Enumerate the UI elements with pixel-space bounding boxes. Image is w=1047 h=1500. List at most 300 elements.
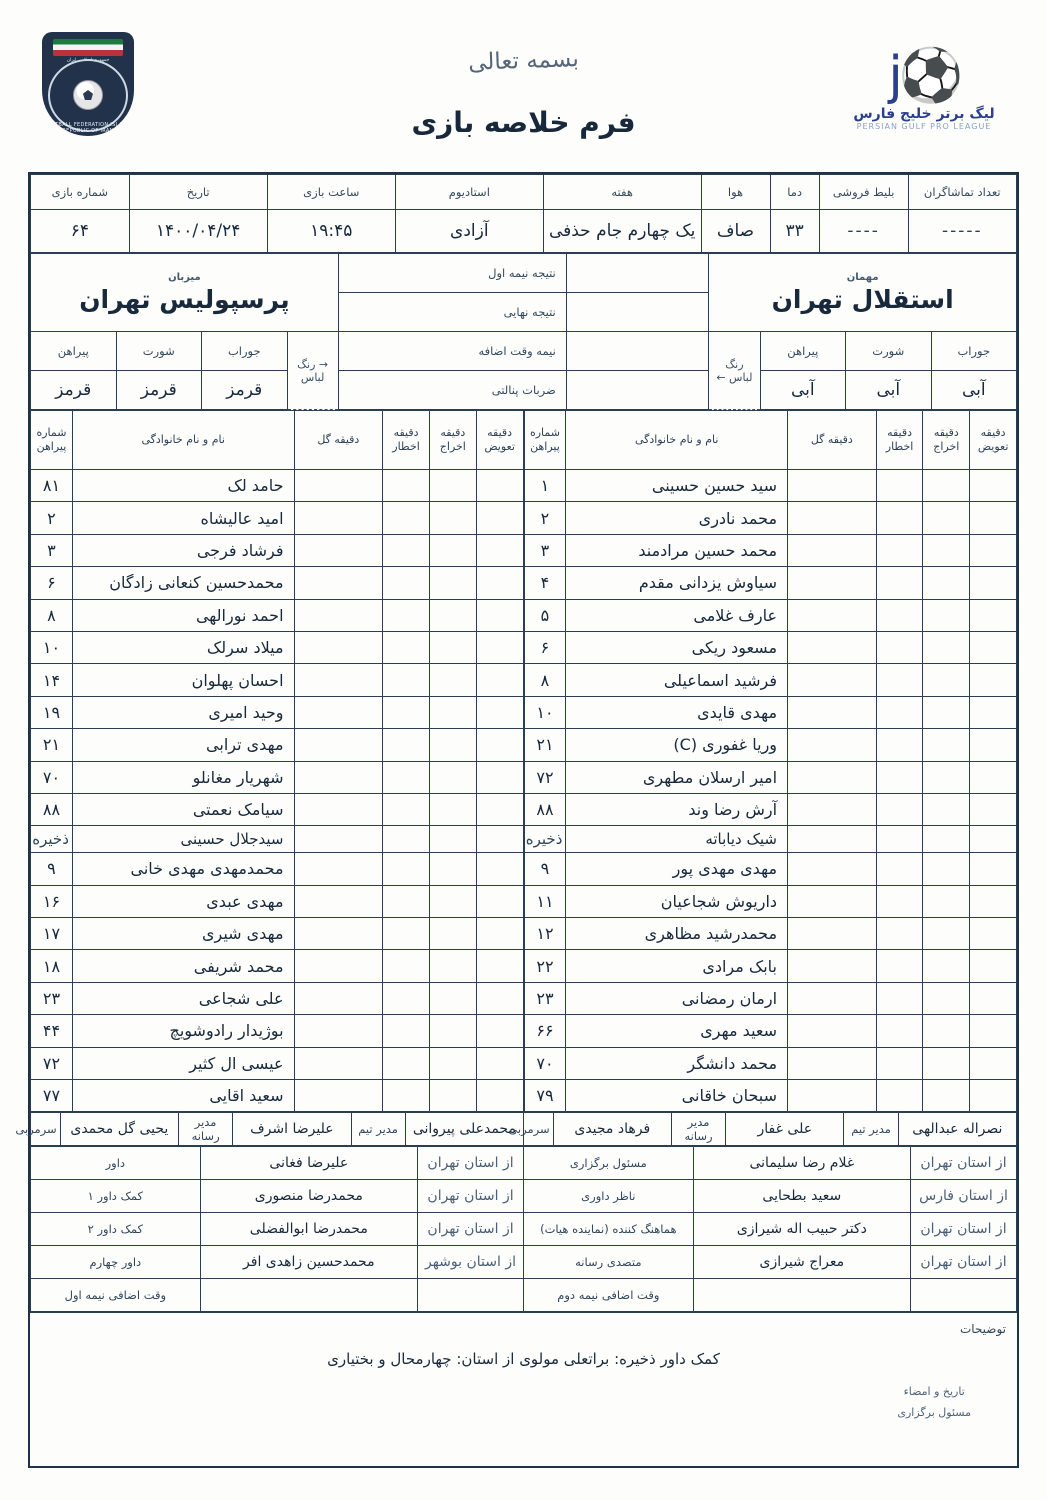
cell-sub [476,1015,523,1047]
host-player-name: محمدمهدی مهدی خانی [72,853,294,885]
guest-player-name: بابک مرادی [566,950,788,982]
host-player-number: ۸ [31,599,73,631]
cell-sentoff [429,1015,476,1047]
cell-caution [876,534,923,566]
guest-kit-shirt-label: پیراهن [760,332,845,371]
cell-caution [383,826,430,853]
cell-goal [294,826,383,853]
cell-caution [876,982,923,1014]
match-info-table [30,174,1017,253]
guest-player-number: ۱۲ [524,918,566,950]
cell-sentoff [923,1015,970,1047]
host-player-name: وحید امیری [72,696,294,728]
cell-caution [383,761,430,793]
cell-caution [383,470,430,502]
cell-goal [788,793,877,825]
col-temperature: دما [770,175,819,210]
first-half-result-value [566,254,709,293]
cell-goal [294,664,383,696]
value-spectators: ----- [908,210,1016,253]
guest-player-name: سبحان خاقانی [566,1080,788,1112]
table-row [524,664,1017,696]
cell-sentoff [429,853,476,885]
right-official-name: علیرضا فغانی [200,1147,417,1180]
cell-caution [876,664,923,696]
cell-sub [970,761,1017,793]
cell-sub [476,918,523,950]
guest-kit-color-label: رنگ لباس ← [709,332,760,410]
federation-crest-text: FOOTBALL FEDERATION ISLAMIC REPUBLIC OF IRAN [43,122,133,134]
cell-sentoff [923,950,970,982]
cell-caution [876,918,923,950]
cell-goal [294,853,383,885]
cell-caution [876,853,923,885]
cell-caution [383,567,430,599]
host-kit-color-label: → رنگ لباس [287,332,338,410]
col-stadium: استادیوم [395,175,543,210]
guest-player-name: مسعود ریکی [566,631,788,663]
federation-crest-top-text: جمهوری اسلامی ایران [66,58,110,63]
host-player-number: ۲۱ [31,729,73,761]
guest-player-name: ارمان رمضانی [566,982,788,1014]
cell-sub [970,950,1017,982]
cell-caution [383,599,430,631]
table-row [524,982,1017,1014]
guest-player-name: وریا غفوری (C) [566,729,788,761]
table-row [31,1080,524,1112]
host-col-caution-minute: دقیقه اخطار [383,411,430,470]
cell-goal [788,853,877,885]
cell-sentoff [923,534,970,566]
left-official-province: از استان تهران [910,1246,1016,1279]
table-row [524,470,1017,502]
value-kickoff-time: ۱۹:۴۵ [267,210,395,253]
table-row [524,631,1017,663]
cell-sentoff [429,567,476,599]
cell-sub [476,853,523,885]
cell-sentoff [429,1080,476,1112]
guest-player-name: محمدرشید مظاهری [566,918,788,950]
first-half-result-label: نتیجه نیمه اول [338,254,566,293]
table-row [524,729,1017,761]
cell-caution [383,853,430,885]
cell-sub [970,696,1017,728]
notes-cell [30,1313,1017,1377]
col-kickoff-time: ساعت بازی [267,175,395,210]
left-official-name: سعید بطحایی [693,1180,910,1213]
table-row [31,534,524,566]
cell-goal [294,470,383,502]
league-logo-label: لیگ برتر خلیج فارس [853,106,995,122]
cell-goal [788,761,877,793]
cell-goal [294,729,383,761]
cell-sub [970,502,1017,534]
host-player-name: میلاد سرلک [72,631,294,663]
guest-player-name: مهدی قایدی [566,696,788,728]
match-info-header-row [31,175,1017,210]
cell-sentoff [429,599,476,631]
table-row [524,534,1017,566]
right-official-role: کمک داور ۱ [31,1180,201,1213]
host-player-name: محمد شریفی [72,950,294,982]
cell-sentoff [923,853,970,885]
signature-line-2: مسئول برگزاری [897,1406,971,1420]
host-kit-shorts-label: شورت [116,332,201,371]
table-row [524,696,1017,728]
table-row [524,1047,1017,1079]
table-row [31,853,524,885]
kit-header-row [31,332,1017,371]
host-player-name: محمدحسین کنعانی زادگان [72,567,294,599]
host-team-name-cell [31,254,339,332]
value-week: یک چهارم جام حذفی [543,210,701,253]
guest-team-name: استقلال تهران [771,284,954,314]
table-row [524,1015,1017,1047]
cell-sub [970,853,1017,885]
cell-sentoff [429,1047,476,1079]
guest-player-number: ۵ [524,599,566,631]
signature-line-1: تاریخ و امضاء [903,1385,965,1399]
host-media-manager-label: مدیر رسانه [178,1113,232,1146]
cell-caution [876,885,923,917]
guest-players-table [524,410,1018,1112]
guest-player-name: سیاوش یزدانی مقدم [566,567,788,599]
cell-caution [383,1080,430,1112]
host-player-number: ۳ [31,534,73,566]
left-extra-time-value [910,1279,1016,1312]
extra-time-row [31,1279,1017,1312]
host-player-name: احسان پهلوان [72,664,294,696]
guest-player-number: ۷۲ [524,761,566,793]
host-player-number: ۸۸ [31,793,73,825]
cell-goal [294,793,383,825]
cell-sub [476,502,523,534]
guest-player-name: آرش رضا وند [566,793,788,825]
cell-sub [476,470,523,502]
host-players-panel [30,410,524,1112]
host-player-number: ۱۷ [31,918,73,950]
host-kit-shorts-value: قرمز [116,371,201,410]
guest-player-number: ۶ [524,631,566,663]
table-row [524,1080,1017,1112]
right-extra-time-value [418,1279,524,1312]
title-block [0,48,1047,139]
host-substitutes-label: ذخیره [31,826,73,853]
table-row [31,664,524,696]
cell-sub [476,534,523,566]
cell-sentoff [429,696,476,728]
left-official-role: ناظر داوری [524,1180,694,1213]
right-official-name: محمدرضا ابوالفضلی [200,1213,417,1246]
cell-caution [876,729,923,761]
host-player-number: ۱۸ [31,950,73,982]
cell-sentoff [923,885,970,917]
cell-caution [876,696,923,728]
page-title: فرم خلاصه بازی [411,106,636,139]
value-match-number: ۶۴ [31,210,130,253]
host-col-sub-minute: دقیقه تعویض [476,411,523,470]
cell-sentoff [923,918,970,950]
cell-goal [294,534,383,566]
left-official-province: از استان فارس [910,1180,1016,1213]
host-player-number: ۸۱ [31,470,73,502]
cell-caution [383,793,430,825]
table-row [31,502,524,534]
guest-kit-shirt-value: آبی [760,371,845,410]
cell-goal [788,631,877,663]
host-player-name: سعید اقایی [72,1080,294,1112]
extra-time-label: نیمه وقت اضافه [338,332,566,371]
table-row [524,599,1017,631]
guest-player-number: ۷۹ [524,1080,566,1112]
host-player-number: ۷۷ [31,1080,73,1112]
host-players-table [30,410,524,1112]
league-logo-sublabel: PERSIAN GULF PRO LEAGUE [856,122,992,131]
left-official-name: معراج شیرازی [693,1246,910,1279]
cell-sentoff [923,631,970,663]
guest-players-header-row [524,411,1017,470]
left-official-role: متصدی رسانه [524,1246,694,1279]
table-row [31,696,524,728]
guest-player-number: ۱۱ [524,885,566,917]
table-row [524,885,1017,917]
host-media-manager-value: علیرضا اشرف [233,1113,351,1146]
cell-caution [876,826,923,853]
guest-player-number: ۲۱ [524,729,566,761]
guest-head-coach-value: فرهاد مجیدی [553,1113,671,1146]
left-official-role: مسئول برگزاری [524,1147,694,1180]
cell-caution [876,1015,923,1047]
table-row [524,793,1017,825]
cell-goal [788,664,877,696]
table-row [524,918,1017,950]
guest-player-name: مهدی مهدی پور [566,853,788,885]
notes-caption: توضیحات [959,1322,1006,1337]
notes-text: کمک داور ذخیره: براتعلی مولوی از استان: چهارمحال و بختیاری [327,1350,720,1369]
penalties-label: ضربات پنالتی [338,371,566,410]
cell-sub [476,793,523,825]
cell-goal [788,534,877,566]
guest-player-name: فرشید اسماعیلی [566,664,788,696]
cell-caution [876,950,923,982]
cell-goal [294,885,383,917]
left-official-province: از استان تهران [910,1213,1016,1246]
table-row [31,885,524,917]
cell-caution [383,885,430,917]
table-row [31,918,524,950]
guest-player-number: ۱ [524,470,566,502]
officials-row [31,1246,1017,1279]
host-team-manager-label: مدیر تیم [351,1113,405,1146]
cell-sentoff [429,502,476,534]
cell-sentoff [429,918,476,950]
cell-sub [970,826,1017,853]
host-player-name: مهدی شیری [72,918,294,950]
host-col-goal-minute: دقیقه گل [294,411,383,470]
cell-sentoff [429,826,476,853]
left-official-name: دکتر حبیب اله شیرازی [693,1213,910,1246]
value-temperature: ۳۳ [770,210,819,253]
cell-sentoff [429,631,476,663]
table-row [31,567,524,599]
table-row [31,599,524,631]
host-player-name: عیسی ال کثیر [72,1047,294,1079]
col-weather: هوا [701,175,770,210]
value-ticket-sales: ---- [819,210,908,253]
cell-goal [788,826,877,853]
cell-sentoff [923,696,970,728]
cell-sub [970,1015,1017,1047]
iran-flag-icon [53,39,123,56]
cell-goal [788,1080,877,1112]
cell-goal [294,1047,383,1079]
cell-goal [294,918,383,950]
table-row [31,631,524,663]
right-official-role: داور چهارم [31,1246,201,1279]
cell-caution [383,918,430,950]
cell-caution [876,631,923,663]
final-result-value [566,293,709,332]
guest-player-name: سید حسین حسینی [566,470,788,502]
host-player-name: فرشاد فرجی [72,534,294,566]
table-row [31,982,524,1014]
teams-table [30,253,1017,410]
guest-media-manager-label: مدیر رسانه [671,1113,725,1146]
host-player-name: حامد لک [72,470,294,502]
first-half-extra-time-label: وقت اضافی نیمه اول [31,1279,201,1312]
host-head-coach-value: یحیی گل محمدی [60,1113,178,1146]
table-row [31,1047,524,1079]
guest-caption: مهمان [846,271,879,283]
right-official-province: از استان تهران [418,1147,524,1180]
cell-sentoff [429,761,476,793]
cell-sentoff [923,1047,970,1079]
host-kit-shirt-value: قرمز [31,371,117,410]
extra-time-result-value [566,332,709,371]
guest-col-caution-minute: دقیقه اخطار [876,411,923,470]
cell-sub [476,567,523,599]
guest-player-number: ۷۰ [524,1047,566,1079]
cell-sentoff [923,502,970,534]
guest-kit-socks-label: جوراب [931,332,1016,371]
besmellah-text: بسمه تعالی [467,46,580,76]
cell-sentoff [429,534,476,566]
guest-col-goal-minute: دقیقه گل [788,411,877,470]
penalties-result-value [566,371,709,410]
cell-goal [788,918,877,950]
guest-player-number: ۲ [524,502,566,534]
left-official-province: از استان تهران [910,1147,1016,1180]
cell-sentoff [923,664,970,696]
officials-row [31,1213,1017,1246]
table-row [31,1015,524,1047]
guest-player-number: ۸۸ [524,793,566,825]
cell-goal [294,567,383,599]
cell-sub [970,885,1017,917]
right-official-name: محمدرضا منصوری [200,1180,417,1213]
cell-caution [383,982,430,1014]
guest-player-name: عارف غلامی [566,599,788,631]
guest-kit-shorts-value: آبی [846,371,931,410]
cell-goal [294,631,383,663]
guest-player-number: ۹ [524,853,566,885]
cell-sub [476,885,523,917]
cell-sub [476,1080,523,1112]
cell-sub [970,631,1017,663]
host-player-number: ۷۲ [31,1047,73,1079]
host-player-number: ۷۰ [31,761,73,793]
football-icon [73,80,103,110]
page-header [0,18,1047,168]
cell-sub [970,664,1017,696]
cell-sub [476,826,523,853]
cell-goal [788,729,877,761]
host-player-name: سیدجلال حسینی [72,826,294,853]
guest-substitutes-label: ذخیره [524,826,566,853]
guest-col-sub-minute: دقیقه تعویض [970,411,1017,470]
federation-crest-icon [42,32,134,136]
cell-goal [294,761,383,793]
guest-player-name: شیک دیاباته [566,826,788,853]
guest-player-name: امیر ارسلان مطهری [566,761,788,793]
right-extra-time-blank [200,1279,417,1312]
league-logo-mark: ⚽j [888,46,960,106]
cell-caution [383,696,430,728]
guest-player-number: ۲۳ [524,982,566,1014]
host-player-name: مهدی عبدی [72,885,294,917]
host-team-name: پرسپولیس تهران [79,284,290,314]
officials-table [30,1146,1017,1312]
guest-player-name: داریوش شجاعیان [566,885,788,917]
host-players-header-row [31,411,524,470]
guest-player-number: ۲۲ [524,950,566,982]
cell-sentoff [429,793,476,825]
cell-goal [788,696,877,728]
cell-sub [970,793,1017,825]
cell-sentoff [429,470,476,502]
host-player-number: ۹ [31,853,73,885]
right-official-role: کمک داور ۲ [31,1213,201,1246]
cell-sentoff [923,793,970,825]
cell-sub [476,729,523,761]
guest-kit-shorts-label: شورت [846,332,931,371]
cell-caution [383,631,430,663]
host-col-sentoff-minute: دقیقه اخراج [429,411,476,470]
guest-player-number: ۳ [524,534,566,566]
col-spectators: تعداد تماشاگران [908,175,1016,210]
guest-player-name: محمد حسین مرادمند [566,534,788,566]
cell-sentoff [429,950,476,982]
officials-row [31,1180,1017,1213]
cell-goal [788,502,877,534]
cell-sub [970,918,1017,950]
host-head-coach-label: سرمربی [31,1113,61,1146]
cell-sub [476,761,523,793]
value-date: ۱۴۰۰/۰۴/۲۴ [129,210,267,253]
guest-players-panel [524,410,1018,1112]
cell-caution [383,502,430,534]
cell-sentoff [923,729,970,761]
cell-caution [383,1047,430,1079]
col-date: تاریخ [129,175,267,210]
host-player-number: ۲۳ [31,982,73,1014]
second-half-extra-time-label: وقت اضافی نیمه دوم [524,1279,694,1312]
col-ticket-sales: بلیط فروشی [819,175,908,210]
right-official-province: از استان تهران [418,1180,524,1213]
teams-name-row [31,254,1017,293]
cell-goal [788,599,877,631]
host-kit-socks-value: قرمز [202,371,287,410]
